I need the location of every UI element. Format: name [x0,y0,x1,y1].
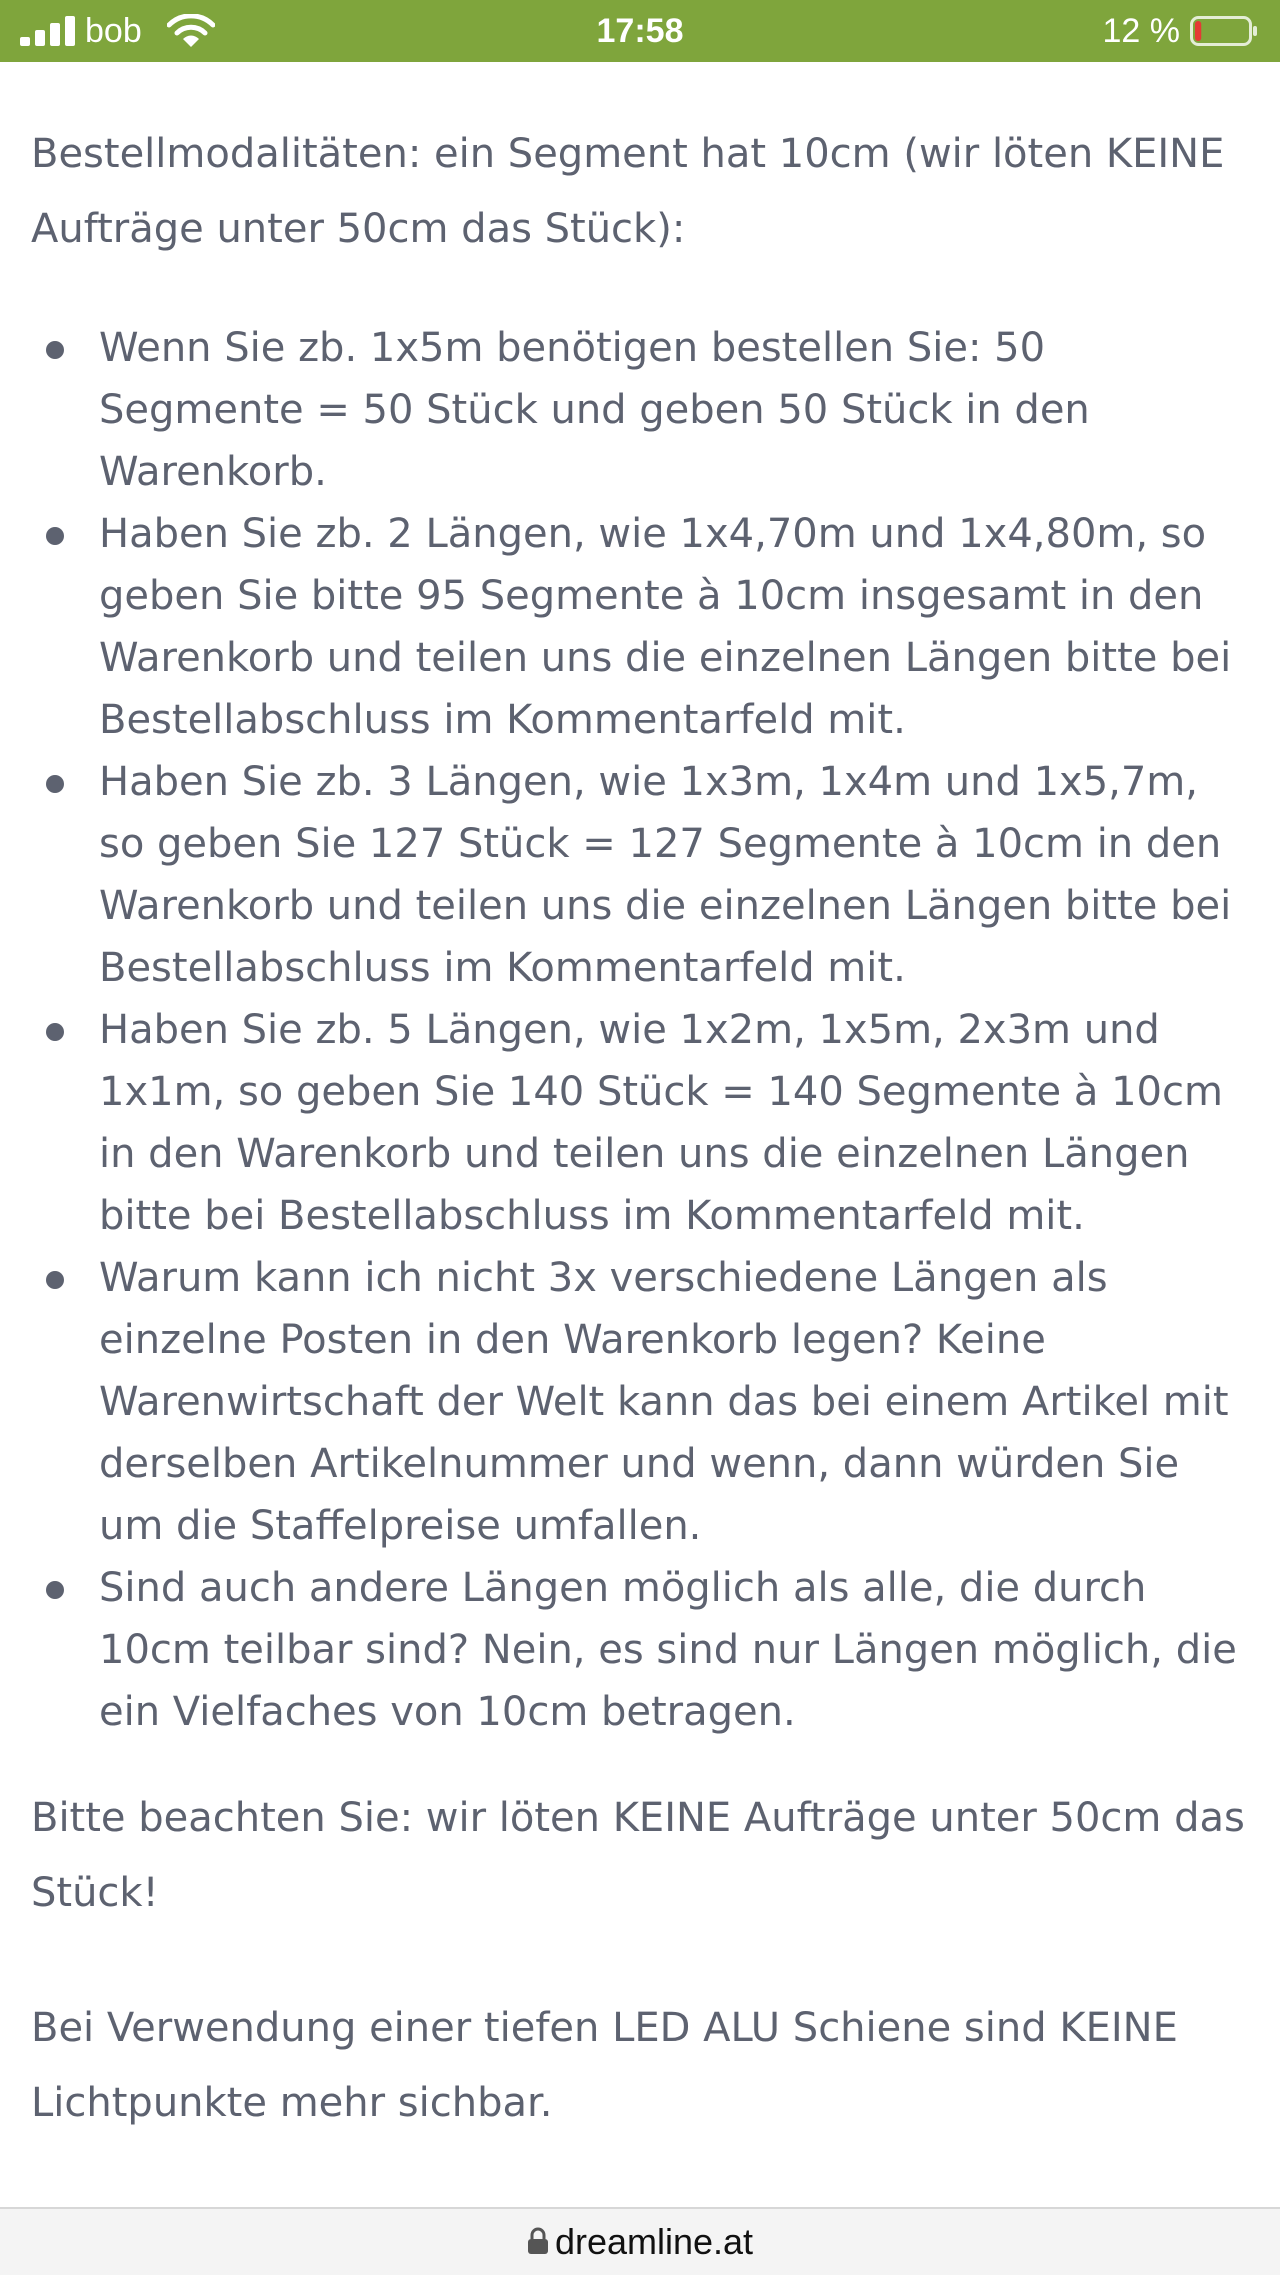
bullet-icon [46,1581,64,1599]
bullet-icon [46,527,64,545]
browser-url-bar[interactable] [0,2207,1280,2275]
soldering-note: Bitte beachten Sie: wir löten KEINE Aufträge unter 50cm das Stück! [31,1795,1245,1916]
carrier-name: bob [85,12,142,50]
list-item [31,503,1251,751]
url-display[interactable] [0,2221,1280,2263]
list-item-text: Haben Sie zb. 5 Längen, wie 1x2m, 1x5m, 2x3m und 1x1m, so geben Sie 140 Stück = 140 Segmente à 10cm in den Warenkorb und teilen uns die einzelnen Längen bitte bei Bestellabschluss im Kommentarfeld mit. [99,1007,1223,1239]
list-item [31,317,1251,503]
order-instructions [31,117,1251,2141]
instruction-list [31,317,1251,1743]
bullet-icon [46,1023,64,1041]
battery-percentage: 12 % [1102,12,1180,50]
intro-paragraph: Bestellmodalitäten: ein Segment hat 10cm (wir löten KEINE Aufträge unter 50cm das Stück): [31,131,1225,252]
list-item-text: Sind auch andere Längen möglich als alle, die durch 10cm teilbar sind? Nein, es sind nur Längen möglich, die ein Vielfaches von 10cm betragen. [99,1565,1237,1735]
alu-rail-note: Bei Verwendung einer tiefen LED ALU Schiene sind KEINE Lichtpunkte mehr sichbar. [31,2005,1178,2126]
bullet-icon [46,1271,64,1289]
wifi-icon [167,14,215,48]
lock-icon [527,2227,549,2255]
status-bar [0,0,1280,62]
list-item-text: Warum kann ich nicht 3x verschiedene Längen als einzelne Posten in den Warenkorb legen? Keine Warenwirtschaft der Welt kann das bei einem Artikel mit derselben Artikelnummer und wenn, dann würden Sie um die Staffelpreise umfallen. [99,1255,1229,1549]
battery-level-fill [1195,21,1201,41]
bullet-icon [46,775,64,793]
list-item-text: Haben Sie zb. 2 Längen, wie 1x4,70m und 1x4,80m, so geben Sie bitte 95 Segmente à 10cm insgesamt in den Warenkorb und teilen uns die einzelnen Längen bitte bei Bestellabschluss im Kommentarfeld mit. [99,511,1232,743]
list-item [31,1557,1251,1743]
status-time: 17:58 [596,12,684,50]
list-item [31,751,1251,999]
list-item [31,1247,1251,1557]
list-item-text: Haben Sie zb. 3 Längen, wie 1x3m, 1x4m und 1x5,7m, so geben Sie 127 Stück = 127 Segmente à 10cm in den Warenkorb und teilen uns die einzelnen Längen bitte bei Bestellabschluss im Kommentarfeld mit. [99,759,1232,991]
list-item [31,999,1251,1247]
bullet-icon [46,341,64,359]
list-item-text: Wenn Sie zb. 1x5m benötigen bestellen Sie: 50 Segmente = 50 Stück und geben 50 Stück in den Warenkorb. [99,325,1090,495]
url-domain: dreamline.at [554,2221,754,2262]
battery-icon [1190,16,1258,46]
signal-bars-icon [20,16,76,46]
